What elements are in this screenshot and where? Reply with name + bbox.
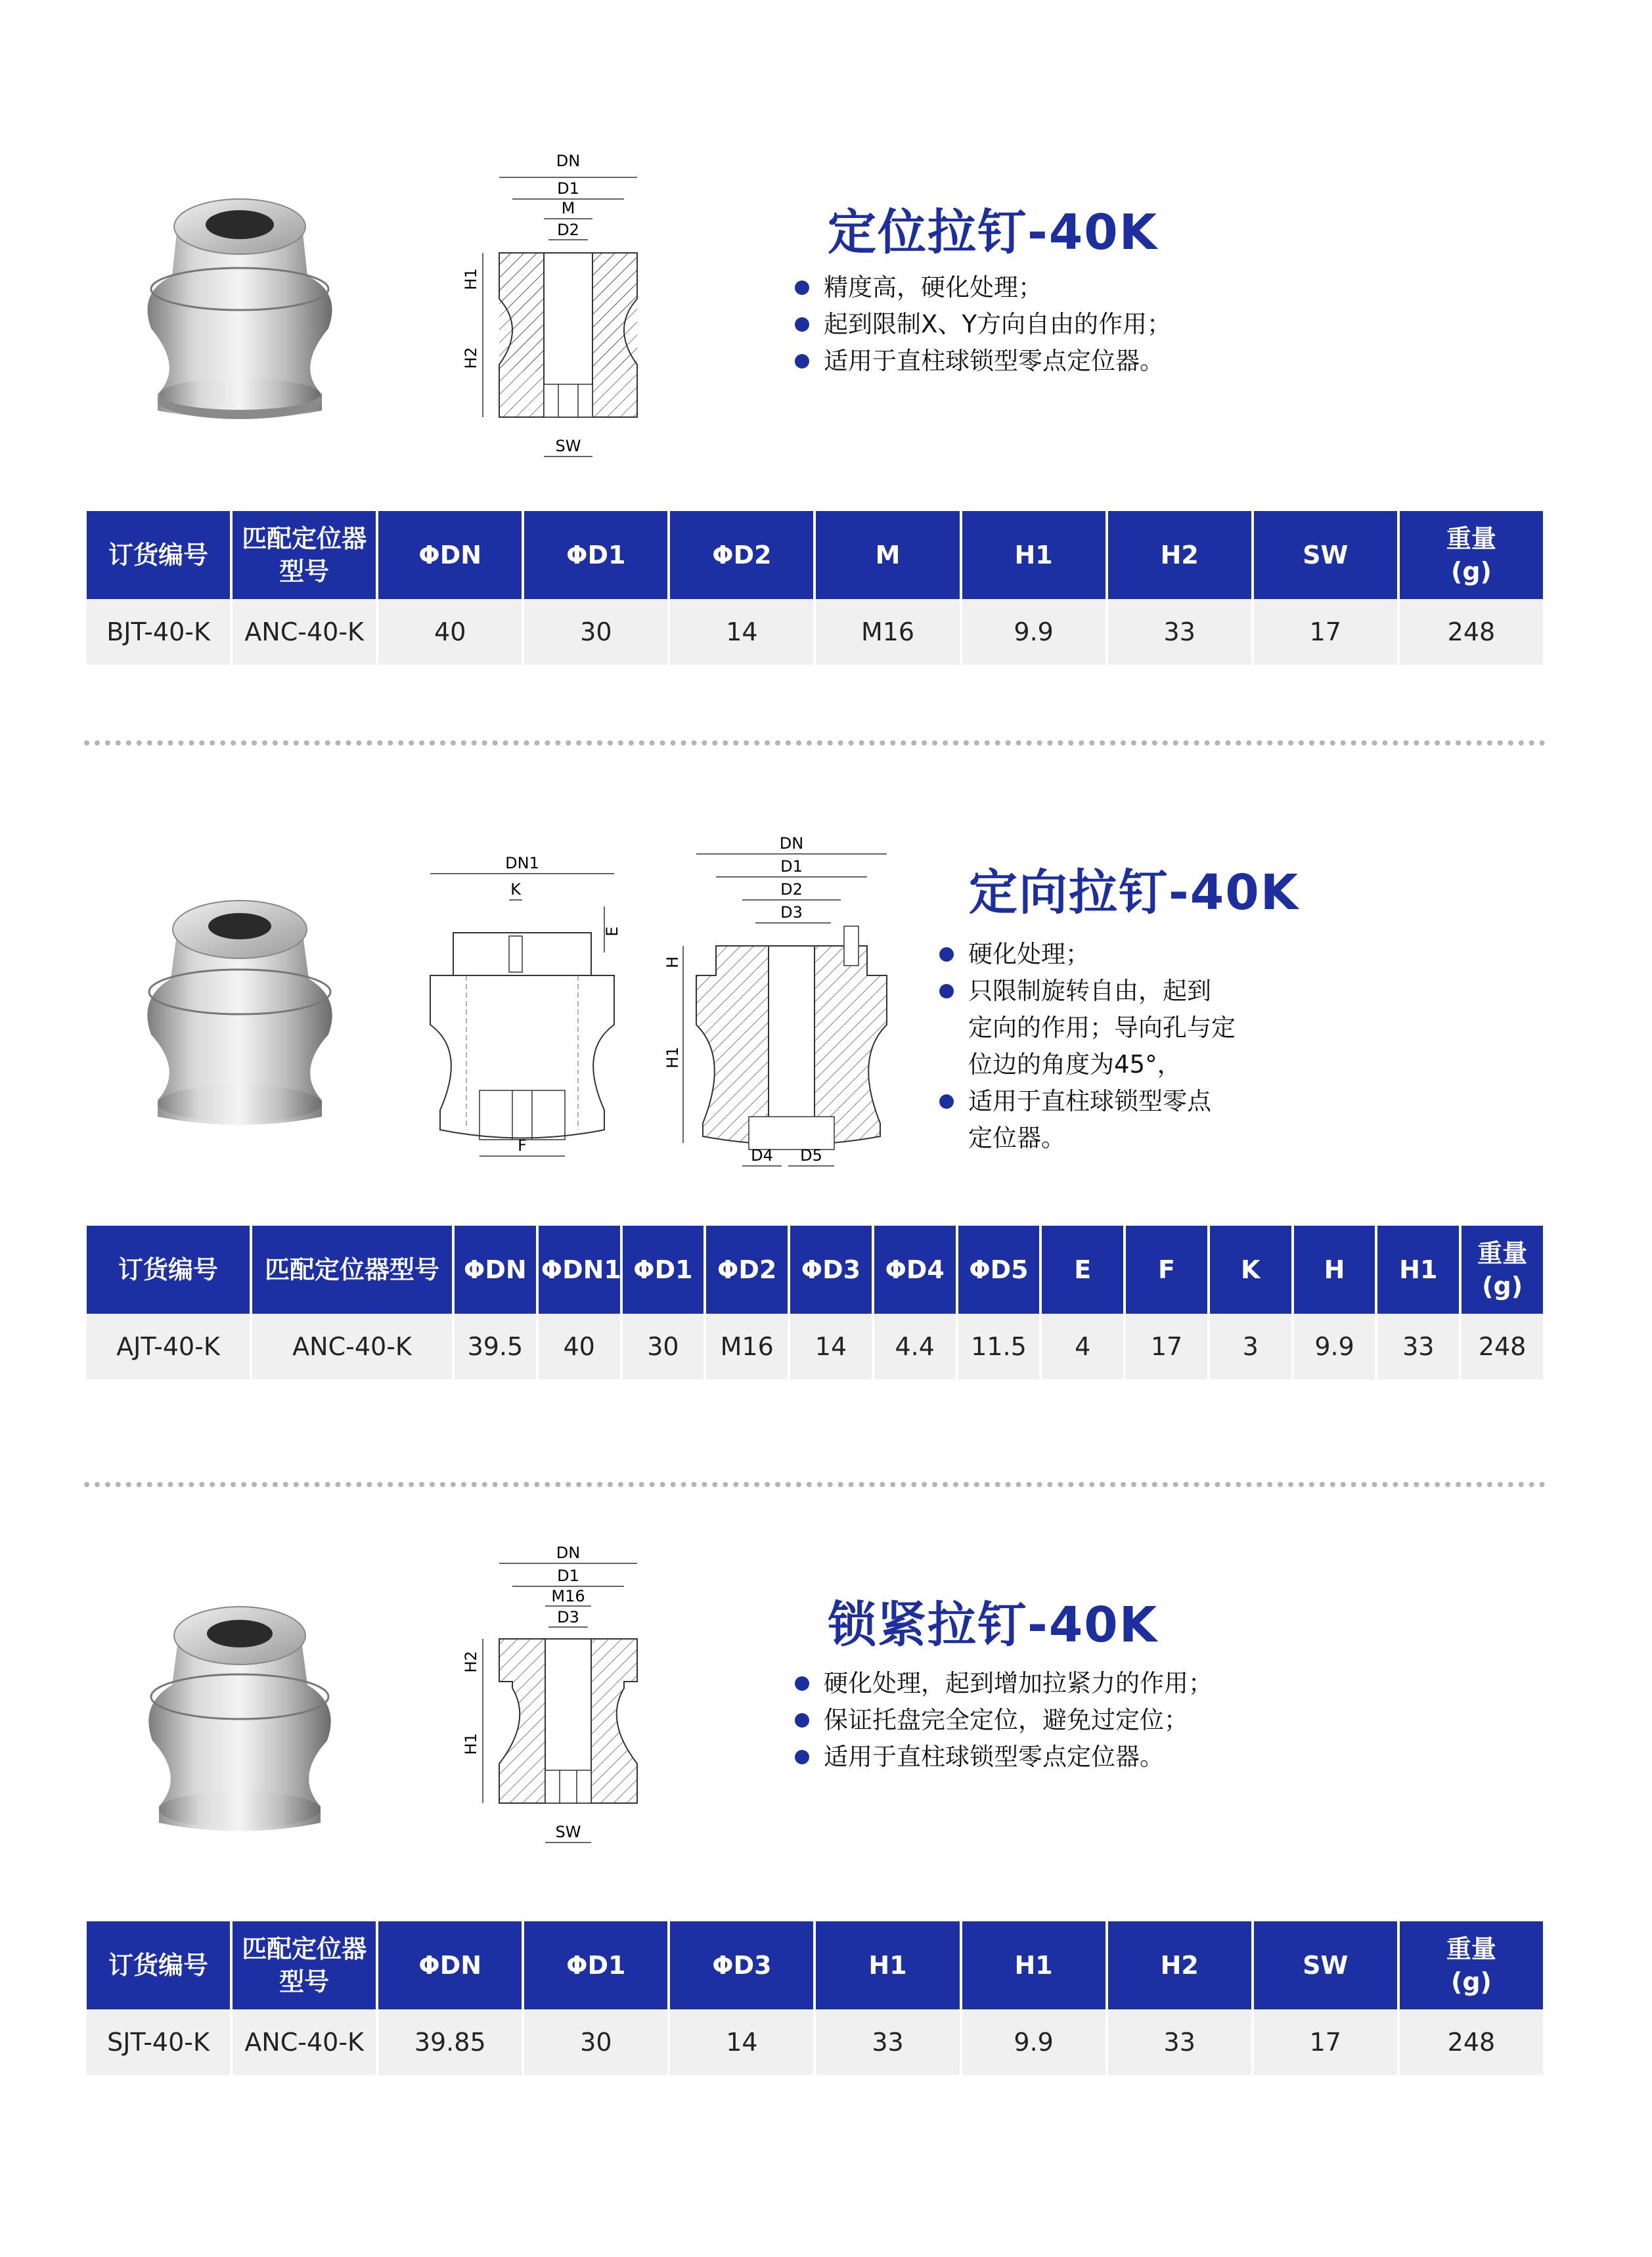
table-header: H1 (816, 1921, 959, 2009)
table-header: ΦD1 (524, 511, 667, 599)
table-header: 订货编号 (87, 1921, 230, 2009)
dim-label-d3: D3 (557, 1608, 579, 1626)
feature-item: 适用于直柱球锁型零点 (939, 1083, 1236, 1120)
spec-table-ajt (84, 1226, 1546, 1379)
feature-item: 硬化处理，起到增加拉紧力的作用； (795, 1665, 1213, 1702)
product-photo-ajt (131, 874, 348, 1136)
table-cell: 17 (1254, 2009, 1397, 2075)
table-header: ΦDN (378, 511, 522, 599)
section-title-bjt: 定位拉钉-40K (828, 204, 1159, 261)
table-cell: AJT-40-K (87, 1314, 250, 1379)
table-cell: M16 (706, 1314, 788, 1379)
table-header: SW (1254, 1921, 1397, 2009)
feature-item: 适用于直柱球锁型零点定位器。 (795, 343, 1171, 380)
dim-label-d2: D2 (557, 221, 579, 239)
table-cell: 40 (539, 1314, 620, 1379)
table-cell: BJT-40-K (87, 599, 230, 665)
table-cell: 4 (1042, 1314, 1123, 1379)
table-cell: M16 (816, 599, 959, 665)
dim-label-dn: DN (556, 1544, 581, 1562)
table-row (87, 2009, 1543, 2075)
dim-label-m: M (561, 199, 575, 217)
table-header-weight: 重量 (g) (1400, 511, 1543, 599)
spec-table-bjt (84, 511, 1546, 665)
table-header: H1 (962, 511, 1105, 599)
table-row (87, 1314, 1543, 1379)
table-header: SW (1254, 511, 1397, 599)
bullet-icon (939, 1094, 954, 1109)
table-cell: 248 (1462, 1314, 1543, 1379)
dim-label-f: F (518, 1136, 527, 1155)
dim-label-sw: SW (555, 1823, 581, 1841)
table-cell: 39.85 (378, 2009, 522, 2075)
dim-label-k: K (510, 880, 521, 899)
table-header: H (1294, 1226, 1375, 1314)
bullet-icon (795, 1676, 809, 1691)
table-header: 订货编号 (87, 511, 230, 599)
bullet-icon (795, 1750, 809, 1764)
table-cell: 14 (670, 2009, 813, 2075)
table-cell: 3 (1210, 1314, 1291, 1379)
table-cell: 14 (790, 1314, 872, 1379)
feature-list-sjt (795, 1665, 1213, 1776)
spec-table-sjt (84, 1921, 1546, 2075)
table-cell: 33 (1108, 2009, 1251, 2075)
table-cell: 40 (378, 599, 522, 665)
table-cell: 11.5 (958, 1314, 1040, 1379)
dim-label-h: H (663, 956, 682, 969)
bullet-icon (795, 317, 809, 332)
feature-item: 只限制旋转自由，起到 (939, 973, 1236, 1010)
table-header: ΦD2 (706, 1226, 788, 1314)
table-header: ΦD2 (670, 511, 813, 599)
dotted-divider (84, 740, 1546, 746)
table-cell: 30 (524, 599, 667, 665)
table-header: ΦDN (378, 1921, 522, 2009)
table-header-weight: 重量 (g) (1462, 1226, 1543, 1314)
table-header-row (87, 1921, 1543, 2009)
dim-label-d1: D1 (557, 1567, 579, 1585)
side-drawing-ajt (414, 854, 631, 1163)
table-header-weight: 重量 (g) (1400, 1921, 1543, 2009)
table-header: 订货编号 (87, 1226, 250, 1314)
technical-drawing-sjt (460, 1540, 683, 1869)
table-header: ΦD3 (670, 1921, 813, 2009)
dim-label-d3: D3 (780, 903, 803, 922)
dim-label-m16: M16 (551, 1587, 585, 1605)
feature-item: 起到限制X、Y方向自由的作用； (795, 306, 1171, 343)
section-title-ajt: 定向拉钉-40K (969, 864, 1300, 921)
table-header-row (87, 1226, 1543, 1314)
bullet-icon (939, 984, 954, 998)
dim-label-h2: H2 (462, 347, 480, 369)
table-cell: 4.4 (874, 1314, 956, 1379)
feature-item: 保证托盘完全定位，避免过定位； (795, 1702, 1213, 1739)
dim-label-dn: DN (556, 152, 581, 170)
table-cell: ANC-40-K (233, 2009, 376, 2075)
dim-label-h1: H1 (663, 1046, 682, 1069)
table-header: 匹配定位器型号 (233, 1921, 376, 2009)
table-header: H1 (1377, 1226, 1459, 1314)
feature-item: 硬化处理； (939, 936, 1236, 973)
table-header: K (1210, 1226, 1291, 1314)
dotted-divider (84, 1482, 1546, 1487)
table-header: F (1126, 1226, 1207, 1314)
technical-drawing-bjt (460, 148, 683, 483)
dim-label-d2: D2 (780, 880, 803, 899)
dim-label-d1: D1 (557, 179, 579, 198)
table-cell: 33 (816, 2009, 959, 2075)
table-header: ΦD1 (623, 1226, 704, 1314)
table-cell: 17 (1126, 1314, 1207, 1379)
dim-label-d4: D4 (751, 1146, 773, 1165)
section-title-sjt: 锁紧拉钉-40K (828, 1597, 1159, 1653)
table-cell: 248 (1400, 599, 1543, 665)
dim-label-e: E (603, 926, 621, 937)
table-cell: SJT-40-K (87, 2009, 230, 2075)
table-header: ΦD1 (524, 1921, 667, 2009)
table-cell: 9.9 (962, 2009, 1105, 2075)
table-header: H2 (1108, 511, 1251, 599)
table-cell: ANC-40-K (233, 599, 376, 665)
table-row (87, 599, 1543, 665)
table-header: ΦDN (455, 1226, 536, 1314)
table-header-row (87, 511, 1543, 599)
bullet-icon (795, 280, 809, 295)
bullet-icon (939, 947, 954, 962)
table-header: ΦD4 (874, 1226, 956, 1314)
table-header: ΦDN1 (539, 1226, 620, 1314)
table-cell: 39.5 (455, 1314, 536, 1379)
dim-label-h2: H2 (462, 1651, 480, 1673)
bullet-icon (795, 1713, 809, 1728)
product-photo-sjt (131, 1580, 348, 1843)
table-header: H2 (1108, 1921, 1251, 2009)
table-cell: 33 (1377, 1314, 1459, 1379)
feature-list-bjt (795, 269, 1171, 380)
table-cell: 30 (623, 1314, 704, 1379)
feature-item-continuation: 定向的作用；导向孔与定 (968, 1014, 1236, 1042)
dim-label-sw: SW (555, 437, 581, 455)
table-header: ΦD5 (958, 1226, 1040, 1314)
bullet-icon (795, 354, 809, 369)
dim-label-h1: H1 (462, 1733, 480, 1755)
feature-item: 精度高，硬化处理； (795, 269, 1171, 306)
table-cell: 14 (670, 599, 813, 665)
table-cell: 17 (1254, 599, 1397, 665)
table-header: M (816, 511, 959, 599)
table-cell: 248 (1400, 2009, 1543, 2075)
table-cell: 9.9 (1294, 1314, 1375, 1379)
table-cell: 9.9 (962, 599, 1105, 665)
table-header: ΦD3 (790, 1226, 872, 1314)
table-header: E (1042, 1226, 1123, 1314)
dim-label-dn: DN (779, 834, 804, 853)
feature-item-continuation: 定位器。 (968, 1124, 1065, 1152)
section-drawing-ajt (663, 834, 906, 1182)
dim-label-h1: H1 (462, 268, 480, 290)
table-header: 匹配定位器型号 (252, 1226, 452, 1314)
product-photo-bjt (131, 177, 348, 427)
dim-label-d5: D5 (800, 1146, 822, 1165)
feature-item-continuation: 位边的角度为45°， (968, 1050, 1182, 1079)
table-header: H1 (962, 1921, 1105, 2009)
table-cell: 33 (1108, 599, 1251, 665)
feature-list-ajt (939, 936, 1236, 1157)
feature-item: 适用于直柱球锁型零点定位器。 (795, 1739, 1213, 1776)
dim-label-d1: D1 (780, 857, 803, 876)
table-cell: ANC-40-K (252, 1314, 452, 1379)
table-header: 匹配定位器型号 (233, 511, 376, 599)
dim-label-dn1: DN1 (505, 854, 539, 872)
table-cell: 30 (524, 2009, 667, 2075)
